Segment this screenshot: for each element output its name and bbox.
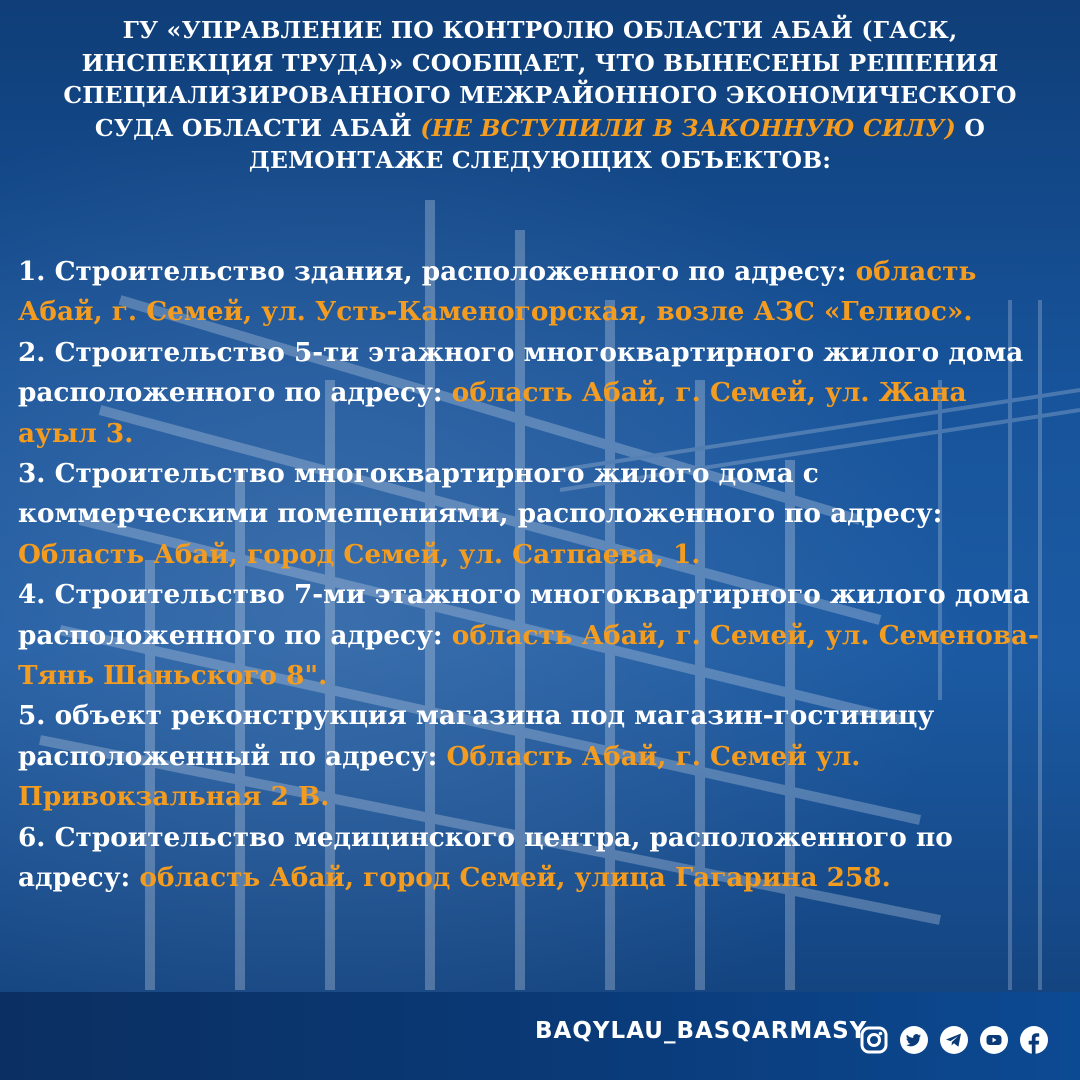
item-text: расположенный по адресу: bbox=[18, 740, 447, 772]
item-address: Область Абай, г. Семей ул. bbox=[446, 740, 861, 772]
headline-line: СПЕЦИАЛИЗИРОВАННОГО МЕЖРАЙОННОГО ЭКОНОМИЧЕСКОГО bbox=[63, 81, 1017, 109]
item-address: область Абай, г. Семей, ул. Жана bbox=[451, 377, 967, 409]
item-text: коммерческими помещениями, расположенного по адресу: bbox=[18, 498, 943, 530]
list-item-line bbox=[18, 616, 1078, 656]
headline-line: ГУ «УПРАВЛЕНИЕ ПО КОНТРОЛЮ ОБЛАСТИ АБАЙ (ГАСК, bbox=[122, 16, 958, 44]
item-address: ауыл 3. bbox=[18, 417, 134, 449]
announcement-headline bbox=[40, 14, 1040, 177]
objects-list bbox=[18, 252, 1078, 899]
instagram-icon[interactable] bbox=[858, 1024, 890, 1056]
headline-accent-note: (НЕ ВСТУПИЛИ В ЗАКОННУЮ СИЛУ) bbox=[420, 113, 956, 142]
item-text: адресу: bbox=[18, 862, 140, 894]
item-address: Область Абай, город Семей, ул. Сатпаева, 1. bbox=[18, 538, 701, 570]
facebook-icon[interactable] bbox=[1018, 1024, 1050, 1056]
item-text: 4. Строительство 7-ми этажного многоквартирного жилого дома bbox=[18, 579, 1030, 611]
item-text: 3. Строительство многоквартирного жилого дома с bbox=[18, 458, 819, 490]
item-text: расположенного по адресу: bbox=[18, 377, 452, 409]
list-item-line bbox=[18, 858, 1078, 898]
headline-text: СУДА ОБЛАСТИ АБАЙ bbox=[94, 113, 421, 142]
list-item-line bbox=[18, 373, 1078, 413]
list-item-line bbox=[18, 737, 1078, 777]
item-address: область bbox=[855, 256, 977, 287]
item-text: 1. Строительство здания, расположенного по адресу: bbox=[18, 256, 856, 287]
twitter-icon[interactable] bbox=[898, 1024, 930, 1056]
item-text: 6. Строительство медицинского центра, расположенного по bbox=[18, 821, 953, 853]
item-address: область Абай, г. Семей, ул. Семенова- bbox=[451, 619, 1039, 651]
item-address: Тянь Шаньского 8". bbox=[18, 660, 328, 692]
youtube-icon[interactable] bbox=[978, 1024, 1010, 1056]
footer-bar bbox=[0, 992, 1080, 1080]
telegram-icon[interactable] bbox=[938, 1024, 970, 1056]
headline-text: О bbox=[956, 113, 986, 142]
social-handle[interactable]: BAQYLAU_BASQARMASY bbox=[535, 1018, 868, 1044]
item-text: 2. Строительство 5-ти этажного многоквартирного жилого дома bbox=[18, 336, 1024, 368]
social-icons bbox=[858, 1024, 1050, 1056]
headline-line: ДЕМОНТАЖЕ СЛЕДУЮЩИХ ОБЪЕКТОВ: bbox=[248, 146, 832, 174]
item-text: расположенного по адресу: bbox=[18, 619, 452, 651]
item-address: Абай, г. Семей, ул. Усть-Каменогорская, возле АЗС «Гелиос». bbox=[18, 296, 973, 328]
list-item-line bbox=[18, 252, 1078, 292]
item-address: Привокзальная 2 В. bbox=[18, 781, 330, 813]
item-text: 5. объект реконструкция магазина под магазин-гостиницу bbox=[18, 700, 935, 732]
item-address: область Абай, город Семей, улица Гагарина 258. bbox=[139, 862, 891, 894]
headline-line: ИНСПЕКЦИЯ ТРУДА)» СООБЩАЕТ, ЧТО ВЫНЕСЕНЫ РЕШЕНИЯ bbox=[81, 48, 999, 77]
headline-line bbox=[40, 112, 1040, 145]
